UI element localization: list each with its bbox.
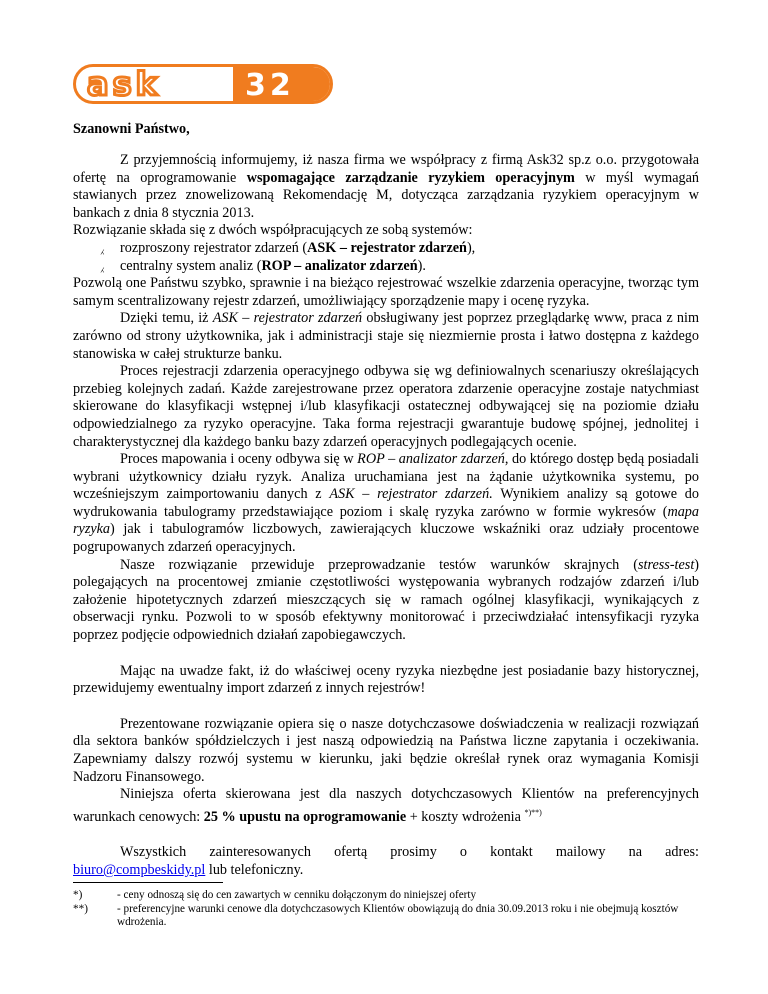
paragraph-experience: Prezentowane rozwiązanie opiera się o nasze dotychczasowe doświadczenia w realizacji rozwiązań dla sektora banków spółdzielczych i jest naszą odpowiedzią na Państwa liczne zapytania i oczekiwania. Zapewniamy dalszy rozwój systemu w kierunku, jaki będzie określał rynek oraz wymagania Komisji Nadzoru Finansowego. bbox=[73, 715, 699, 785]
footnote: **) - preferencyjne warunki cenowe dla dotychczasowych Klientów obowiązują do dnia 30.09.2013 roku i nie obejmują kosztów wdrożenia. bbox=[73, 902, 679, 929]
footnotes bbox=[73, 889, 713, 930]
bullet-ask: ⁁ rozproszony rejestrator zdarzeń (ASK – rejestrator zdarzeń), bbox=[101, 239, 476, 256]
paragraph-benefits: Pozwolą one Państwu szybko, sprawnie i na bieżąco rejestrować wszelkie zdarzenia operacyjne, tworząc tym samym scentralizowany rejestr zdarzeń, umożliwiający sporządzenie mapy i ocenę ryzyka. bbox=[73, 275, 699, 309]
paragraph-browser: Dzięki temu, iż ASK – rejestrator zdarzeń obsługiwany jest poprzez przeglądarkę www, praca z nim zarówno od strony użytkownika, jak i administracji staje się niezmiernie prosta i łatwo dostępna z każdego stanowiska w całej strukturze banku. bbox=[73, 310, 699, 362]
email-link[interactable]: biuro@compbeskidy.pl bbox=[73, 861, 206, 878]
footnote-separator bbox=[73, 882, 223, 883]
bullet-rop: ⁁ centralny system analiz (ROP – analizator zdarzeń). bbox=[101, 257, 426, 274]
paragraph-contact-2: biuro@compbeskidy.pl lub telefoniczny. bbox=[73, 861, 304, 878]
ask32-logo bbox=[73, 64, 333, 104]
paragraph-mapping: Proces mapowania i oceny odbywa się w ROP – analizator zdarzeń, do którego dostęp będą posiadali wybrani użytkownicy działu ryzyk. Analiza uruchamiana jest na żądanie użytkownika systemu, po wcześniejszym zaimportowaniu danych z ASK – rejestrator zdarzeń. Wynikiem analizy są gotowe do wydrukowania tabulogramy przedstawiające poziom i skalę ryzyka zarówno w formie wykresów (mapa ryzyka) jak i tabulogramów liczbowych, zawierających kluczowe wskaźniki oraz udziały procentowe pogrupowanych zdarzeń operacyjnych. bbox=[73, 451, 699, 556]
bullet-icon: ⁁ bbox=[101, 241, 104, 255]
paragraph-systems: Rozwiązanie składa się z dwóch współpracujących ze sobą systemów: bbox=[73, 222, 473, 239]
svg-text:ask: ask bbox=[87, 65, 161, 103]
svg-text:32: 32 bbox=[245, 68, 295, 103]
paragraph-intro: Z przyjemnością informujemy, iż nasza firma we współpracy z firmą Ask32 sp.z o.o. przygotowała ofertę na oprogramowanie wspomagające zarządzanie ryzykiem operacyjnym w myśl wymagań stawianych przez znowelizowaną Rekomendację M, dotycząca zarządzania ryzykiem operacyjnym w bankach z dnia 8 stycznia 2013. bbox=[73, 152, 699, 221]
paragraph-offer: Niniejsza oferta skierowana jest dla naszych dotychczasowych Klientów na preferencyjnych warunkach cenowych: 25 % upustu na oprogramowanie + koszty wdrożenia *)**) bbox=[73, 786, 699, 825]
paragraph-stress-test: Nasze rozwiązanie przewiduje przeprowadzanie testów warunków skrajnych (stress-test) polegających na procentowej zmianie częstotliwości występowania wybranych rodzajów zdarzeń i/lub założenie hipotetycznych zdarzeń mieszczących się w ramach ogólnej klasyfikacji, wynikających z obserwacji rynku. Pozwoli to w sposób efektywny monitorować i przeciwdziałać intensyfikacji ryzyka poprzez podjęcie odpowiednich działań zapobiegawczych. bbox=[73, 556, 699, 644]
letter-body bbox=[73, 152, 699, 880]
footnote: *) - ceny odnoszą się do cen zawartych w cenniku dołączonym do niniejszej oferty bbox=[73, 889, 477, 901]
paragraph-contact: Wszystkich zainteresowanych ofertą prosimy o kontakt mailowy na adres: bbox=[120, 844, 699, 861]
bullet-icon: ⁁ bbox=[101, 259, 104, 273]
greeting: Szanowni Państwo, bbox=[73, 121, 190, 137]
paragraph-import: Mając na uwadze fakt, iż do właściwej oceny ryzyka niezbędne jest posiadanie bazy historycznej, przewidujemy ewentualny import zdarzeń z innych rejestrów! bbox=[73, 662, 699, 697]
paragraph-registration: Proces rejestracji zdarzenia operacyjnego odbywa się wg definiowalnych scenariuszy określających przebieg kolejnych zadań. Każde zarejestrowane przez operatora zdarzenie operacyjne zostaje natychmiast skierowane do klasyfikacji wstępnej i/lub klasyfikacji ostatecznej odbywającej się na poziomie działu odpowiedzialnego za ryzyko operacyjne. Taka forma rejestracji gwarantuje budowę spójnej, jednolitej i charakterystycznej dla każdego banku bazy zdarzeń operacyjnych podlegających ocenie. bbox=[73, 363, 699, 450]
